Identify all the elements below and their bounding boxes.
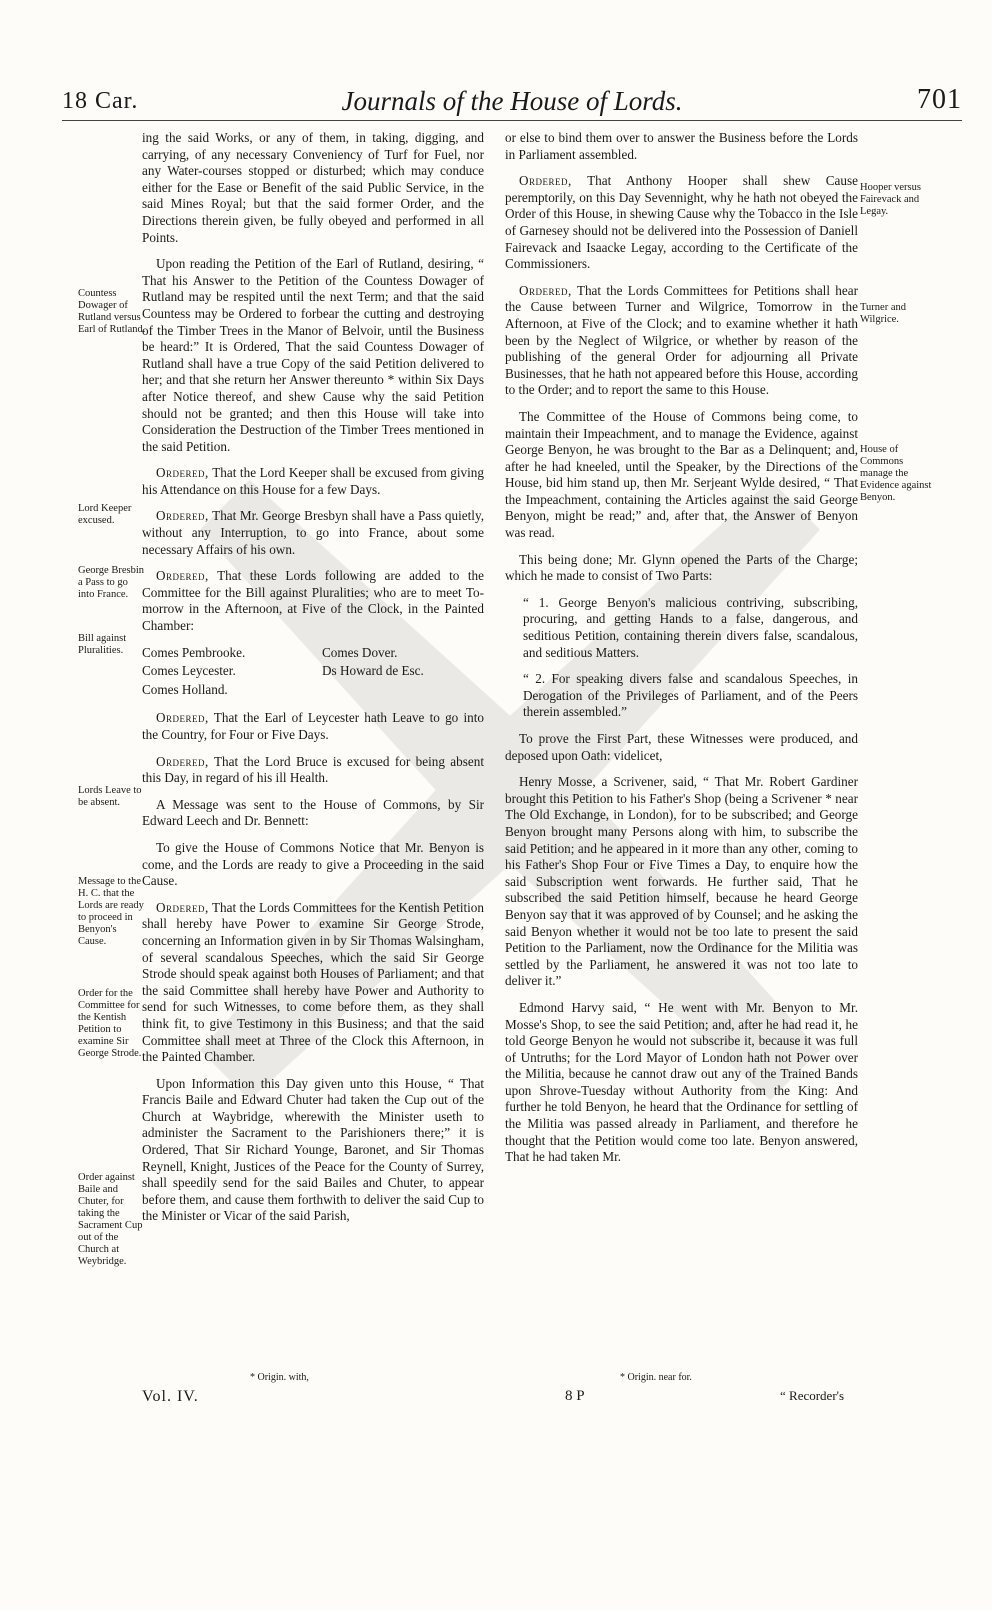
margin-note: Turner and Wilgrice.	[860, 302, 906, 325]
charge-part: “ 2. For speaking divers false and scandalous Speeches, in Derogation of the Privileges of Parliament, and of the Peers therein assembled.”	[523, 671, 858, 720]
order-text: That the Lords Committees for the Kentish Petition shall hereby have Power to examine Sir George Strode, concerning an Information given in by Sir Thomas Walsingham, of several scandalous Speeches, which the said Sir George Strode should speak against both Houses of Parliament; and that the said Committee shall hereby have Power and Authority to send for such Witnesses, to come before them, as they shall think fit, to give Testimony in this Business; and that the said Committee shall meet at Three of the Clock this Afternoon, in the Painted Chamber.	[142, 899, 484, 1065]
title-part-3: House of Lords.	[510, 86, 683, 116]
paragraph: or else to bind them over to answer the Business before the Lords in Parliament assembled.	[505, 130, 858, 162]
reign-label: 18 Car.	[62, 88, 139, 114]
order-paragraph	[505, 283, 858, 399]
page-number: 701	[917, 84, 962, 115]
order-text: That the Lord Keeper shall be excused from giving his Attendance on this House for a few Days.	[142, 465, 484, 497]
paragraph: To prove the First Part, these Witnesses were produced, and deposed upon Oath: videlicet,	[505, 731, 858, 763]
order-text: That Mr. George Bresbyn shall have a Pass quietly, without any Interruption, to go into France, about some necessary Affairs of his own.	[142, 508, 484, 557]
lord-name: Comes Holland.	[142, 681, 228, 697]
margin-note: Order for the Committee for the Kentish Petition to examine Sir George Strode.	[78, 988, 142, 1059]
order-paragraph	[142, 754, 484, 787]
order-paragraph	[142, 568, 484, 634]
order-lead: Ordered,	[156, 753, 209, 769]
paragraph: The Committee of the House of Commons being come, to maintain their Impeachment, and to manage the Evidence, against George Benyon, he was brought to the Bar as a Delinquent; and, after he had kneeled, until the Speaker, by the Directions of the House, bid him stand up, then Mr. Serjeant Wylde desired, “ That the Impeachment, containing the Articles against the said George Benyon, might be read;” and, after that, the Answer of Benyon was read.	[505, 408, 858, 541]
order-paragraph	[142, 508, 484, 558]
testimony: Henry Mosse, a Scrivener, said, “ That Mr. Robert Gardiner brought this Petition to his Father's Shop (being a Scrivener * near The Old Exchange, in London), for to be subscribed; and George Benyon brought many Persons along with him, to subscribe the said Petition; and he appeared in it more than any other, coming to his Father's Shop Four or Five Times a Day, to enquire how the said Subscription went forwards. He further said, That he subscribed the said Petition himself, because he heard George Benyon say that it was approved of by Counsel; and he asking the said Benyon whether it would not be too late to present the said Petition to the Parliament, now the Ordinance for the Militia was settled by the Parliament, he answered it was not too late to deliver it.”	[505, 774, 858, 989]
order-lead: Ordered,	[156, 508, 209, 524]
right-column	[505, 130, 858, 1176]
margin-note: Lords Leave to be absent.	[78, 785, 142, 808]
testimony: Edmond Harvy said, “ He went with Mr. Benyon to Mr. Mosse's Shop, to see the said Petition; and, after he had read it, he told George Benyon he would not subscribe it, because it was full of Untruths; for the Lord Mayor of London hath not Power over the Militia, because he cannot draw out any of the Trained Bands upon Shrove-Tuesday without Authority from the King: And further he told Benyon, he heard that the Ordinance for settling of the Militia was passed already in Parliament, and therefore he thought that the Petition would come too late. Benyon answered, That he had taken Mr.	[505, 999, 858, 1165]
order-paragraph	[505, 173, 858, 273]
order-paragraph	[142, 900, 484, 1066]
signature-mark: 8 P	[565, 1388, 585, 1404]
paragraph: A Message was sent to the House of Commons, by Sir Edward Leech and Dr. Bennett:	[142, 796, 484, 829]
lord-name: Comes Pembrooke.	[142, 644, 246, 660]
order-lead: Ordered,	[519, 173, 572, 189]
lord-name: Comes Dover.	[322, 644, 398, 660]
title-part-1: Journals	[341, 86, 436, 116]
journal-title	[62, 86, 962, 117]
paragraph: This being done; Mr. Glynn opened the Parts of the Charge; which he made to consist of Two Parts:	[505, 551, 858, 584]
order-paragraph	[142, 710, 484, 743]
lord-name: Comes Leycester.	[142, 663, 236, 679]
order-text: That these Lords following are added to the Committee for the Bill against Pluralities; who are to meet To-morrow in the Afternoon, at Five of the Clock, in the Painted Chamber:	[142, 568, 484, 634]
header-rule	[62, 120, 962, 121]
margin-note: Lord Keeper excused.	[78, 503, 132, 526]
lord-name	[322, 682, 482, 699]
margin-note: Order against Baile and Chuter, for taking the Sacrament Cup out of the Church at Weybridge.	[78, 1172, 143, 1267]
footnote: * Origin. with,	[250, 1372, 309, 1383]
paragraph: To give the House of Commons Notice that Mr. Benyon is come, and the Lords are ready to give a Proceeding in the said Cause.	[142, 839, 484, 889]
margin-note: House of Commons manage the Evidence against Benyon.	[860, 444, 932, 503]
footnote: * Origin. near for.	[620, 1372, 692, 1383]
order-lead: Ordered,	[156, 568, 209, 584]
paragraph: Upon reading the Petition of the Earl of Rutland, desiring, “ That his Answer to the Petition of the Countess Dowager of Rutland may be respited until the next Term; and that the said Countess may be Ordered to forbear the cutting and destroying of the Timber Trees in the Manor of Belvoir, until the Business be heard:” It is Ordered, That the said Countess Dowager of Rutland shall have a true Copy of the said Petition delivered to her; and that she return her Answer thereunto * within Six Days after Notice thereof, and shew Cause why the said Petition should not be granted; and then this House will take into Consideration the Destruction of the Timber Trees mentioned in the said Petition.	[142, 256, 484, 454]
lord-name: Ds Howard de Esc.	[322, 663, 424, 679]
margin-note: Hooper versus Fairevack and Legay.	[860, 182, 921, 217]
order-lead: Ordered,	[156, 465, 209, 481]
lords-list	[142, 645, 484, 699]
title-part-2: of the	[442, 86, 504, 116]
charge-part: “ 1. George Benyon's malicious contriving, subscribing, procuring, and getting Hands to a false, dangerous, and seditious Petition, containing therein divers false, scandalous, and seditious Matters.	[523, 594, 858, 660]
order-text: That the Earl of Leycester hath Leave to go into the Country, for Four or Five Days.	[142, 710, 484, 742]
volume-label: Vol. IV.	[142, 1388, 199, 1405]
margin-note: George Bresbin a Pass to go into France.	[78, 565, 144, 600]
page-header	[62, 78, 962, 118]
margin-note: Message to the H. C. that the Lords are ready to proceed in Benyon's Cause.	[78, 876, 144, 947]
order-lead: Ordered,	[156, 710, 209, 726]
margin-note: Countess Dowager of Rutland versus Earl of Rutland.	[78, 288, 146, 335]
order-text: That Anthony Hooper shall shew Cause peremptorily, on this Day Sevennight, why he hath not obeyed the Order of this House, in shewing Cause why the Tobacco in the Isle of Garnesey should not be delivered into the Possession of Daniell Fairevack and Isaacke Legay, according to the Certificate of the Commissioners.	[505, 173, 858, 272]
order-text: That the Lord Bruce is excused for being absent this Day, in regard of his ill Health.	[142, 753, 484, 786]
order-paragraph	[142, 465, 484, 498]
catchword: “ Recorder's	[780, 1388, 845, 1403]
paragraph: Upon Information this Day given unto this House, “ That Francis Baile and Edward Chuter had taken the Cup out of the Church at Waybridge, wherewith the Minister useth to administer the Sacrament to the Parishioners there;” it is Ordered, That Sir Richard Younge, Baronet, and Sir Thomas Reynell, Knight, Justices of the Peace for the County of Surrey, shall speedily send for the said Bailes and Chuter, to appear before them, and cause them forthwith to deliver the said Cup to the Minister or Vicar of the said Parish,	[142, 1075, 484, 1224]
order-text: That the Lords Committees for Petitions shall hear the Cause between Turner and Wilgrice, Tomorrow in the Afternoon, at Five of the Clock; and to examine whether it hath been by the Neglect of Wilgrice, or whether by reason of the publishing of the general Order for adjourning all Private Businesses, that he hath not appeared before this House, according to the Order; and to report the same to this House.	[505, 282, 858, 398]
order-lead: Ordered,	[519, 282, 572, 298]
left-column	[142, 130, 484, 1235]
margin-note: Bill against Pluralities.	[78, 633, 127, 656]
order-lead: Ordered,	[156, 899, 209, 915]
paragraph: ing the said Works, or any of them, in taking, digging, and carrying, of any necessary Conveniency of Turf for Fuel, nor any Water-courses stopped or disturbed; which may conduce either for the Ease or Benefit of the said Public Service, in the said Mines Royal; but that the said former Order, and the Directions therein given, be fully obeyed and performed in all Points.	[142, 130, 484, 245]
